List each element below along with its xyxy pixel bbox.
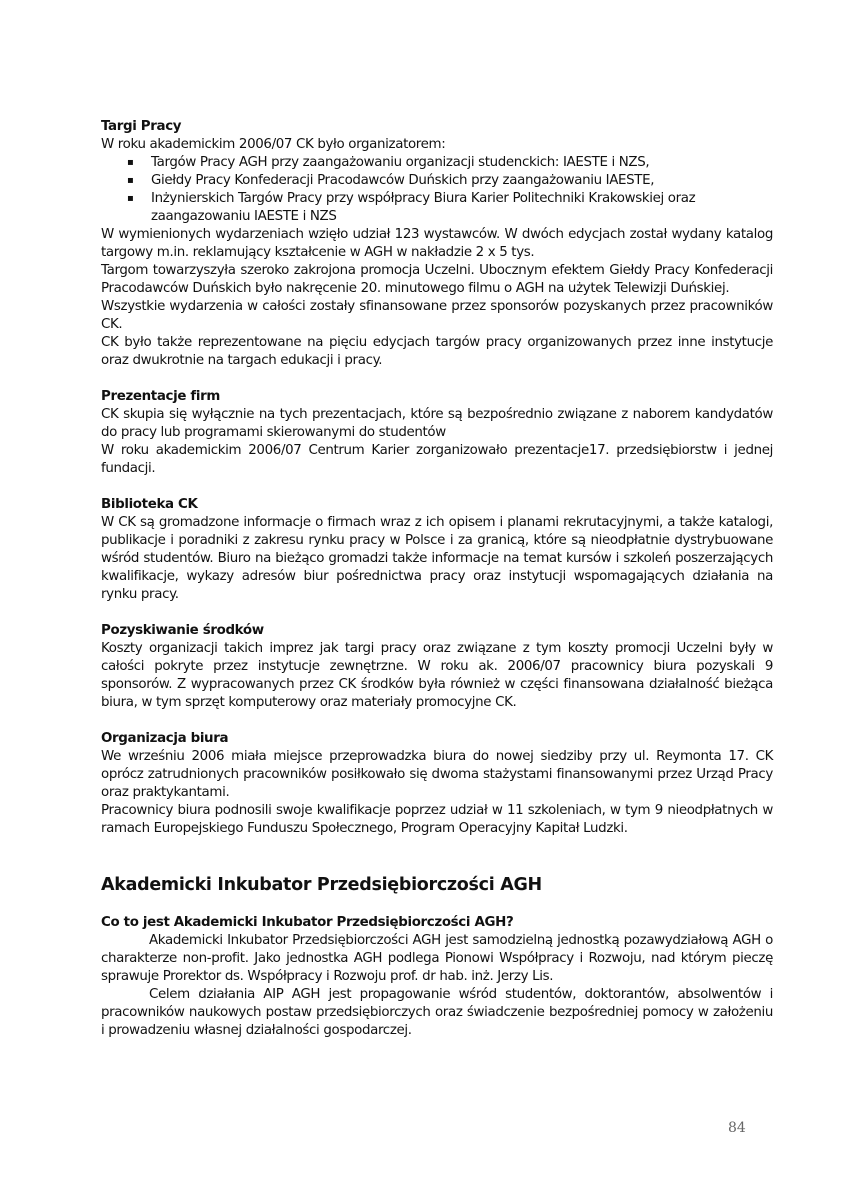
spacer bbox=[101, 478, 773, 496]
targi-intro: W roku akademickim 2006/07 CK było organizatorem: bbox=[101, 137, 446, 152]
section-heading-targi-pracy: Targi Pracy bbox=[101, 119, 182, 134]
paragraph: Celem działania AIP AGH jest propagowanie wśród studentów, doktorantów, absolwentów i pracowników naukowych postaw przedsiębiorczych oraz świadczenie bezpośredniej pomocy w założeniu i prowadzeniu własnej działalności gospodarczej. bbox=[101, 987, 773, 1038]
paragraph: Targom towarzyszyła szeroko zakrojona promocja Uczelni. Ubocznym efektem Giełdy Pracy Konfederacji Pracodawców Duńskich było nakręcenie 20. minutowego filmu o AGH na użytek Telewizji Duńskiej. bbox=[101, 263, 773, 296]
section-heading-srodki: Pozyskiwanie środków bbox=[101, 623, 264, 638]
spacer bbox=[101, 856, 773, 874]
section-heading-prezentacje: Prezentacje firm bbox=[101, 389, 220, 404]
paragraph: CK skupia się wyłącznie na tych prezentacjach, które są bezpośrednio związane z naborem kandydatów do pracy lub programami skierowanymi do studentów bbox=[101, 407, 773, 440]
paragraph: W roku akademickim 2006/07 Centrum Karier zorganizowało prezentacje17. przedsiębiorstw i jednej fundacji. bbox=[101, 443, 773, 476]
list-item: ▪ Targów Pracy AGH przy zaangażowaniu organizacji studenckich: IAESTE i NZS, bbox=[151, 154, 773, 172]
document-page bbox=[101, 118, 773, 1040]
section-heading-aip: Co to jest Akademicki Inkubator Przedsiębiorczości AGH? bbox=[101, 915, 514, 930]
paragraph: W wymienionych wydarzeniach wzięło udział 123 wystawców. W dwóch edycjach został wydany katalog targowy m.in. reklamujący kształcenie w AGH w nakładzie 2 x 5 tys. bbox=[101, 227, 773, 260]
chapter-title-aip: Akademicki Inkubator Przedsiębiorczości AGH bbox=[101, 875, 542, 895]
spacer bbox=[101, 604, 773, 622]
spacer bbox=[101, 838, 773, 856]
paragraph: Pracownicy biura podnosili swoje kwalifikacje poprzez udział w 11 szkoleniach, w tym 9 nieodpłatnych w ramach Europejskiego Funduszu Społecznego, Program Operacyjny Kapitał Ludzki. bbox=[101, 803, 773, 836]
paragraph: Akademicki Inkubator Przedsiębiorczości AGH jest samodzielną jednostką pozawydziałową AGH o charakterze non-profit. Jako jednostka AGH podlega Pionowi Współpracy i Rozwoju, nad którym pieczę sprawuje Prorektor ds. Współpracy i Rozwoju prof. dr hab. inż. Jerzy Lis. bbox=[101, 933, 773, 984]
list-item: ▪ Inżynierskich Targów Pracy przy współpracy Biura Karier Politechniki Krakowskiej oraz zaangazowaniu IAESTE i NZS bbox=[151, 190, 773, 226]
paragraph: W CK są gromadzone informacje o firmach wraz z ich opisem i planami rekrutacyjnymi, a także katalogi, publikacje i poradniki z zakresu rynku pracy w Polsce i za granicą, które są nieodpłatnie dystrybuowane wśród studentów. Biuro na bieżąco gromadzi także informacje na temat kursów i szkoleń poszerzających kwalifikacje, wykazy adresów biur pośrednictwa pracy oraz instytucji wspomagających działania na rynku pracy. bbox=[101, 515, 773, 602]
section-heading-organizacja: Organizacja biura bbox=[101, 731, 229, 746]
spacer bbox=[101, 712, 773, 730]
targi-bullet-list bbox=[101, 154, 773, 226]
page-number: 84 bbox=[728, 1120, 746, 1136]
list-item: ▪ Giełdy Pracy Konfederacji Pracodawców Duńskich przy zaangażowaniu IAESTE, bbox=[151, 172, 773, 190]
paragraph: We wrześniu 2006 miała miejsce przeprowadzka biura do nowej siedziby przy ul. Reymonta 17. CK oprócz zatrudnionych pracowników posiłkowało się dwoma stażystami finansowanymi przez Urząd Pracy oraz praktykantami. bbox=[101, 749, 773, 800]
paragraph: Koszty organizacji takich imprez jak targi pracy oraz związane z tym koszty promocji Uczelni były w całości pokryte przez instytucje zewnętrzne. W roku ak. 2006/07 pracownicy biura pozyskali 9 sponsorów. Z wypracowanych przez CK środków była również w części finansowana działalność bieżąca biura, w tym sprzęt komputerowy oraz materiały promocyjne CK. bbox=[101, 641, 773, 710]
paragraph: Wszystkie wydarzenia w całości zostały sfinansowane przez sponsorów pozyskanych przez pracowników CK. bbox=[101, 299, 773, 332]
spacer bbox=[101, 370, 773, 388]
paragraph: CK było także reprezentowane na pięciu edycjach targów pracy organizowanych przez inne instytucje oraz dwukrotnie na targach edukacji i pracy. bbox=[101, 335, 773, 368]
spacer bbox=[101, 896, 773, 914]
section-heading-biblioteka: Biblioteka CK bbox=[101, 497, 198, 512]
